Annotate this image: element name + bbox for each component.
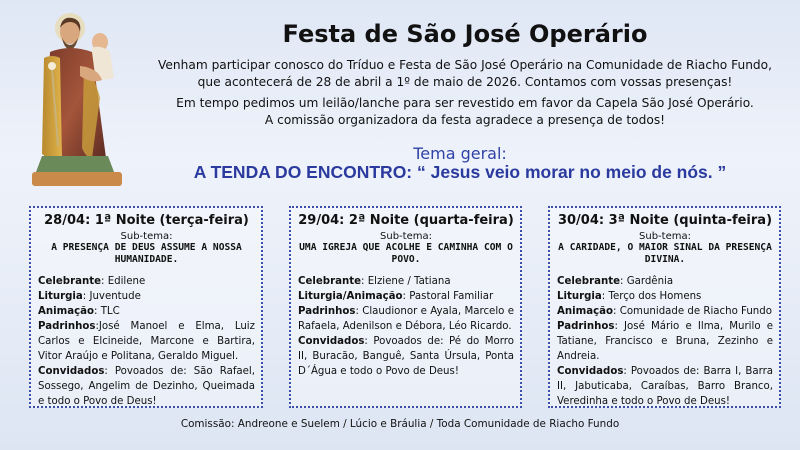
theme-text: A TENDA DO ENCONTRO: “ Jesus veio morar no meio de nós. ” xyxy=(193,162,727,182)
night-details xyxy=(38,274,255,409)
detail-label: Convidados xyxy=(38,366,105,377)
night-card-1 xyxy=(29,206,263,408)
night-details xyxy=(557,274,773,409)
subtheme-text: A CARIDADE, O MAIOR SINAL DA PRESENÇA DIVINA. xyxy=(558,242,772,265)
detail-value: José Mário e Ilma, Murilo e Tatiane, Francisco e Bruna, Zezinho e Andreia. xyxy=(557,321,773,362)
detail-value: Povoados de: São Rafael, Sossego, Angelim de Dezinho, Queimada e todo o Povo de Deus! xyxy=(38,366,255,407)
detail-label: Animação xyxy=(557,306,614,317)
night-date: 30/04: xyxy=(557,213,605,228)
detail-row: Padrinhos: Claudionor e Ayala, Marcelo e Rafaela, Adenilson e Débora, Léo Ricardo. xyxy=(298,306,514,332)
detail-row: Liturgia: Juventude xyxy=(38,291,141,302)
detail-label: Padrinhos xyxy=(557,321,615,332)
detail-row: Padrinhos: José Mário e Ilma, Murilo e Tatiane, Francisco e Bruna, Zezinho e Andreia. xyxy=(557,321,773,362)
detail-value: Povoados de: Pé do Morro II, Buracão, Banguê, Santa Úrsula, Ponta D´Água e todo o Povo de Deus! xyxy=(298,336,514,377)
intro-text xyxy=(140,57,790,129)
subtheme-text: A PRESENÇA DE DEUS ASSUME A NOSSA HUMANIDADE. xyxy=(51,242,242,265)
night-card-3 xyxy=(548,206,781,408)
page-title: Festa de São José Operário xyxy=(282,20,648,48)
detail-label: Padrinhos xyxy=(38,321,96,332)
detail-row: Convidados: Povoados de: Pé do Morro II, Buracão, Banguê, Santa Úrsula, Ponta D´Água e todo o Povo de Deus! xyxy=(298,336,514,377)
detail-row: Convidados: Povoados de: São Rafael, Sossego, Angelim de Dezinho, Queimada e todo o Povo de Deus! xyxy=(38,366,255,407)
detail-value: Povoados de: Barra I, Barra II, Jabuticaba, Caraíbas, Barro Branco, Veredinha e todo o Povo de Deus! xyxy=(557,366,774,407)
night-title: 3ª Noite (quinta-feira) xyxy=(608,213,773,228)
detail-value: Elziene / Tatiana xyxy=(367,276,451,287)
detail-label: Celebrante xyxy=(38,276,102,287)
detail-label: Liturgia xyxy=(38,291,83,302)
detail-value: Terço dos Homens xyxy=(608,291,702,302)
detail-value: Pastoral Familiar xyxy=(409,291,494,302)
detail-label: Liturgia/Animação xyxy=(298,291,403,302)
night-card-2 xyxy=(289,206,522,408)
subtheme-label: Sub-tema: xyxy=(380,231,432,242)
detail-value: Gardênia xyxy=(626,276,674,287)
detail-label: Padrinhos xyxy=(298,306,356,317)
detail-row: Animação: TLC xyxy=(38,306,120,317)
footer-committee: Comissão: Andreone e Suelem / Lúcio e Bráulia / Toda Comunidade de Riacho Fundo xyxy=(180,418,620,430)
subtheme-label: Sub-tema: xyxy=(639,231,691,242)
night-date: 29/04: xyxy=(298,213,345,228)
detail-value: Claudionor e Ayala, Marcelo e Rafaela, Adenilson e Débora, Léo Ricardo. xyxy=(298,306,514,332)
detail-label: Animação xyxy=(38,306,95,317)
intro-line: A comissão organizadora da festa agradece a presença de todos! xyxy=(264,113,666,127)
detail-row: Celebrante: Elziene / Tatiana xyxy=(298,276,451,287)
detail-label: Liturgia xyxy=(557,291,602,302)
intro-line: Em tempo pedimos um leilão/lanche para ser revestido em favor da Capela São José Operário. xyxy=(176,96,754,110)
detail-value: José Manoel e Elma, Luiz Carlos e Elcineide, Marcone e Bartira, Vitor Araújo e Politana, Geraldo Miguel. xyxy=(38,321,255,362)
intro-line: Venham participar conosco do Tríduo e Festa de São José Operário na Comunidade de Riacho Fundo, xyxy=(158,58,772,72)
detail-label: Celebrante xyxy=(557,276,621,287)
subtheme-label: Sub-tema: xyxy=(120,231,173,242)
night-title: 1ª Noite (terça-feira) xyxy=(94,213,249,228)
detail-row: Padrinhos:José Manoel e Elma, Luiz Carlos e Elcineide, Marcone e Bartira, Vitor Araújo e Politana, Geraldo Miguel. xyxy=(38,321,255,362)
detail-label: Celebrante xyxy=(298,276,362,287)
night-details xyxy=(298,274,514,379)
subtheme-text: UMA IGREJA QUE ACOLHE E CAMINHA COM O POVO. xyxy=(299,242,513,265)
night-title: 2ª Noite (quarta-feira) xyxy=(348,213,514,228)
detail-row: Liturgia: Terço dos Homens xyxy=(557,291,702,302)
detail-row: Liturgia/Animação: Pastoral Familiar xyxy=(298,291,494,302)
detail-row: Celebrante: Edilene xyxy=(38,276,146,287)
intro-line: que acontecerá de 28 de abril a 1º de maio de 2026. Contamos com vossas presenças! xyxy=(197,75,733,89)
night-heading xyxy=(38,213,255,228)
detail-row: Animação: Comunidade de Riacho Fundo xyxy=(557,306,772,317)
detail-row: Celebrante: Gardênia xyxy=(557,276,674,287)
detail-row: Convidados: Povoados de: Barra I, Barra II, Jabuticaba, Caraíbas, Barro Branco, Veredinha e todo o Povo de Deus! xyxy=(557,366,774,407)
detail-label: Convidados xyxy=(298,336,365,347)
detail-value: Juventude xyxy=(89,291,141,302)
detail-value: Comunidade de Riacho Fundo xyxy=(619,306,772,317)
detail-label: Convidados xyxy=(557,366,624,377)
detail-value: Edilene xyxy=(107,276,146,287)
theme-label: Tema geral: xyxy=(413,144,507,163)
night-heading xyxy=(557,213,773,228)
detail-value: TLC xyxy=(100,306,120,317)
night-heading xyxy=(298,213,514,228)
night-date: 28/04: xyxy=(44,213,91,228)
saint-joseph-statue-image xyxy=(22,8,142,190)
